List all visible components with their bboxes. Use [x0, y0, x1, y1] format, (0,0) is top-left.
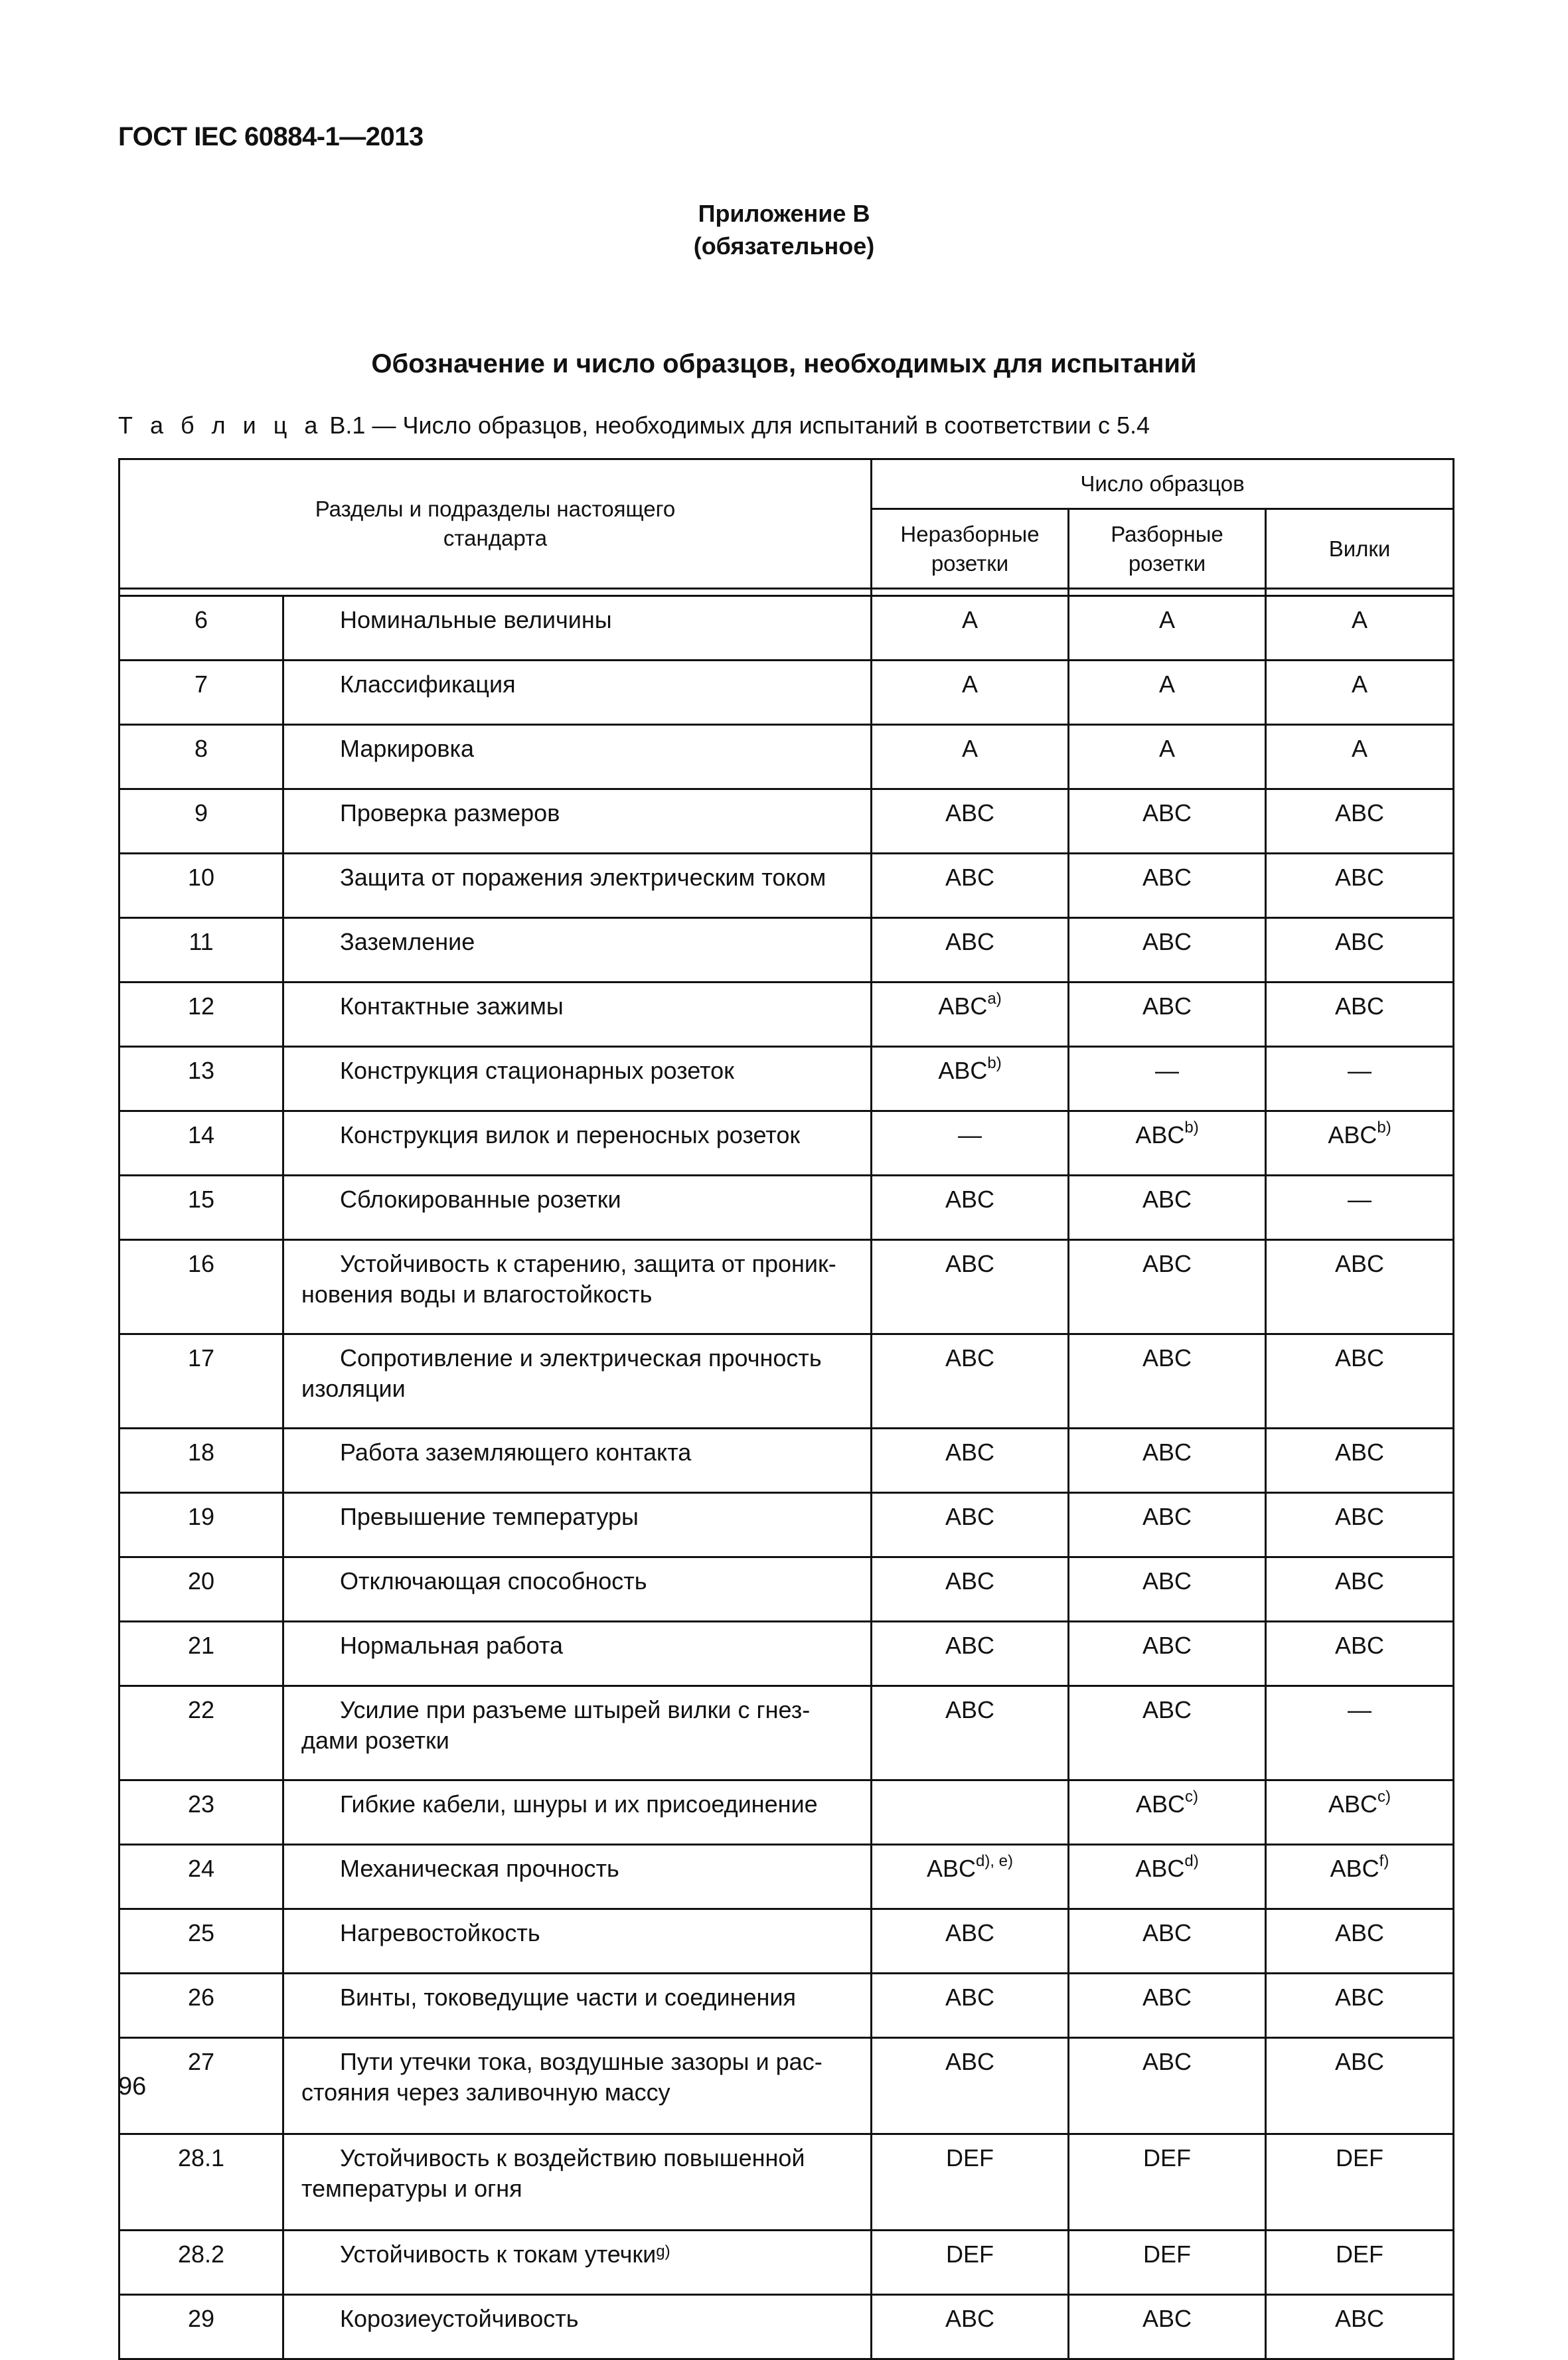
sample-designation: ABC: [1330, 1855, 1379, 1882]
sample-designation: DEF: [946, 2144, 994, 2171]
table-row: [119, 1111, 1454, 1176]
header-plugs: Вилки: [1266, 509, 1454, 589]
section-title-text: Заземление: [340, 928, 475, 955]
sample-designation: ABC: [1142, 928, 1192, 955]
table-row: [119, 725, 1454, 789]
value-plugs: [1266, 1111, 1454, 1176]
value-non-rewirable: [872, 1845, 1069, 1909]
section-number: 16: [119, 1240, 283, 1334]
value-rewirable: [1069, 983, 1266, 1047]
separator-cell: [872, 589, 1069, 596]
table-row: [119, 1557, 1454, 1622]
value-rewirable: [1069, 1909, 1266, 1974]
value-plugs: [1266, 1493, 1454, 1557]
section-title-line-1: Устойчивость к воздействию повышенной: [340, 2144, 805, 2171]
section-number: 11: [119, 918, 283, 983]
sample-designation: —: [1348, 1057, 1372, 1084]
value-non-rewirable: [872, 2038, 1069, 2134]
value-rewirable: [1069, 596, 1266, 661]
table-row: [119, 789, 1454, 854]
value-plugs: [1266, 1557, 1454, 1622]
section-number: 25: [119, 1909, 283, 1974]
section-title: [283, 1845, 872, 1909]
sample-designation: ABC: [945, 2305, 995, 2332]
section-title-line-2: температуры и огня: [301, 2175, 522, 2202]
value-non-rewirable: [872, 1686, 1069, 1780]
footnote-ref: c): [1377, 1788, 1391, 1806]
section-title-text: Работа заземляющего контакта: [340, 1439, 692, 1466]
section-number: 7: [119, 661, 283, 725]
section-title-line-2: новения воды и влагостойкость: [301, 1281, 653, 1308]
value-non-rewirable: [872, 983, 1069, 1047]
sample-designation: A: [961, 735, 978, 762]
sample-designation: ABC: [1334, 1632, 1385, 1659]
sample-designation: ABC: [1142, 2305, 1192, 2332]
table-row: [119, 661, 1454, 725]
section-title: [283, 1334, 872, 1429]
section-number: 20: [119, 1557, 283, 1622]
page-number: 96: [118, 2073, 147, 2100]
section-title: [283, 854, 872, 918]
section-number: 15: [119, 1176, 283, 1240]
value-non-rewirable: [872, 918, 1069, 983]
value-rewirable: [1069, 1047, 1266, 1111]
section-title: [283, 2038, 872, 2134]
footnote-ref: g): [656, 2242, 670, 2260]
sample-designation: A: [1351, 735, 1368, 762]
table-row: [119, 1176, 1454, 1240]
table-row: [119, 1047, 1454, 1111]
table-row: [119, 1493, 1454, 1557]
section-title: [283, 1176, 872, 1240]
section-title-text: Превышение температуры: [340, 1503, 639, 1530]
table-row: [119, 918, 1454, 983]
sample-designation: ABC: [1135, 1855, 1185, 1882]
footnote-ref: f): [1379, 1852, 1389, 1870]
sample-designation: ABC: [938, 992, 988, 1020]
table-row: [119, 1974, 1454, 2038]
sample-designation: ABC: [1334, 1919, 1385, 1946]
sample-designation: ABC: [926, 1855, 976, 1882]
sample-designation: ABC: [945, 1503, 995, 1530]
sample-designation: ABC: [945, 1344, 995, 1372]
sample-designation: A: [1158, 606, 1175, 633]
sample-designation: ABC: [945, 864, 995, 891]
sample-designation: ABC: [1334, 2048, 1385, 2075]
footnote-ref: b): [987, 1054, 1002, 1072]
value-non-rewirable: [872, 854, 1069, 918]
table-row: [119, 596, 1454, 661]
value-rewirable: [1069, 918, 1266, 983]
table-body: [119, 596, 1454, 2359]
sample-designation: DEF: [946, 2241, 994, 2268]
section-title: [283, 918, 872, 983]
value-non-rewirable: [872, 2231, 1069, 2295]
main-title: Обозначение и число образцов, необходимых для испытаний: [371, 349, 1197, 378]
sample-designation: ABC: [1334, 1439, 1385, 1466]
sample-designation: ABC: [945, 1186, 995, 1213]
value-rewirable: [1069, 1493, 1266, 1557]
value-non-rewirable: [872, 2295, 1069, 2359]
value-non-rewirable: [872, 1493, 1069, 1557]
section-title-text: Проверка размеров: [340, 799, 560, 826]
sample-designation: ABC: [1135, 1790, 1186, 1818]
sample-designation: ABC: [938, 1057, 988, 1084]
header-rewirable-sockets: [1069, 509, 1266, 589]
section-title: [283, 1780, 872, 1845]
section-number: 13: [119, 1047, 283, 1111]
value-rewirable: [1069, 1780, 1266, 1845]
section-title-text: Отключающая способность: [340, 1567, 647, 1595]
value-rewirable: [1069, 2134, 1266, 2231]
footnote-ref: d), e): [976, 1852, 1014, 1870]
value-rewirable: [1069, 1334, 1266, 1429]
value-non-rewirable: [872, 1334, 1069, 1429]
section-title-text: Винты, токоведущие части и соединения: [340, 1984, 797, 2011]
value-non-rewirable: [872, 1176, 1069, 1240]
sample-designation: ABC: [1142, 1439, 1192, 1466]
value-rewirable: [1069, 1974, 1266, 2038]
section-title-line-2: дами розетки: [301, 1727, 449, 1754]
document-code: ГОСТ IEC 60884-1—2013: [118, 122, 424, 151]
value-non-rewirable: [872, 1240, 1069, 1334]
table-caption: [118, 412, 1150, 439]
value-plugs: [1266, 1176, 1454, 1240]
value-plugs: [1266, 918, 1454, 983]
value-non-rewirable: [872, 1780, 1069, 1845]
value-non-rewirable: [872, 661, 1069, 725]
table-row: [119, 1429, 1454, 1493]
table-row: [119, 2038, 1454, 2134]
value-non-rewirable: [872, 1557, 1069, 1622]
value-rewirable: [1069, 2038, 1266, 2134]
sample-designation: A: [1158, 735, 1175, 762]
sample-designation: ABC: [1142, 1632, 1192, 1659]
header-col-1-text: Неразборные розетки: [900, 521, 1040, 576]
value-plugs: [1266, 2231, 1454, 2295]
value-rewirable: [1069, 1176, 1266, 1240]
separator-cell: [1266, 589, 1454, 596]
value-plugs: [1266, 661, 1454, 725]
section-title: [283, 1111, 872, 1176]
sample-designation: ABC: [945, 2048, 995, 2075]
section-title-line-1: Усилие при разъеме штырей вилки с гнез-: [340, 1696, 811, 1723]
sample-designation: ABC: [945, 928, 995, 955]
sample-designation: ABC: [1334, 864, 1385, 891]
section-title-line-2: изоляции: [301, 1375, 406, 1402]
value-non-rewirable: [872, 596, 1069, 661]
table-row: [119, 1240, 1454, 1334]
section-title: [283, 1686, 872, 1780]
value-non-rewirable: [872, 1974, 1069, 2038]
section-title-text: Номинальные величины: [340, 606, 612, 633]
sample-designation: ABC: [1142, 1567, 1192, 1595]
table-row: [119, 854, 1454, 918]
section-number: 28.1: [119, 2134, 283, 2231]
sample-designation: ABC: [1135, 1121, 1185, 1148]
section-title-line-2: стояния через заливочную массу: [301, 2079, 670, 2106]
section-number: 17: [119, 1334, 283, 1429]
section-title: [283, 1557, 872, 1622]
sample-designation: DEF: [1143, 2241, 1191, 2268]
value-plugs: [1266, 2134, 1454, 2231]
sample-designation: ABC: [1334, 1567, 1385, 1595]
value-rewirable: [1069, 1240, 1266, 1334]
sample-designation: —: [958, 1121, 982, 1148]
annex-title: Приложение В: [698, 200, 870, 227]
table-row: [119, 1845, 1454, 1909]
table-row: [119, 1909, 1454, 1974]
sample-designation: A: [1351, 606, 1368, 633]
value-rewirable: [1069, 1557, 1266, 1622]
sample-designation: ABC: [945, 799, 995, 826]
header-non-rewirable-sockets: [872, 509, 1069, 589]
section-number: 26: [119, 1974, 283, 2038]
section-number: 6: [119, 596, 283, 661]
section-title: [283, 1240, 872, 1334]
value-rewirable: [1069, 661, 1266, 725]
value-plugs: [1266, 1909, 1454, 1974]
sample-designation: ABC: [945, 1919, 995, 1946]
value-non-rewirable: [872, 725, 1069, 789]
sample-designation: ABC: [1328, 1121, 1377, 1148]
value-plugs: [1266, 596, 1454, 661]
footnote-ref: a): [987, 990, 1002, 1008]
table-row: [119, 1686, 1454, 1780]
sample-designation: —: [1155, 1057, 1179, 1084]
value-non-rewirable: [872, 1622, 1069, 1686]
section-number: 29: [119, 2295, 283, 2359]
section-title-text: Гибкие кабели, шнуры и их присоединение: [340, 1790, 818, 1818]
sample-designation: A: [961, 670, 978, 698]
sample-designation: —: [1348, 1696, 1372, 1723]
sample-designation: ABC: [1142, 992, 1192, 1020]
sample-designation: ABC: [1334, 1984, 1385, 2011]
sample-designation: ABC: [1142, 2048, 1192, 2075]
section-title-text: Защита от поражения электрическим током: [340, 864, 826, 891]
section-number: 8: [119, 725, 283, 789]
sample-designation: ABC: [945, 1984, 995, 2011]
sample-designation: ABC: [1334, 928, 1385, 955]
table-caption-text: В.1 — Число образцов, необходимых для испытаний в соответствии с 5.4: [329, 412, 1150, 439]
value-rewirable: [1069, 1686, 1266, 1780]
section-title-text: Устойчивость к токам утечки: [340, 2241, 657, 2268]
section-title-text: Корозиеустойчивость: [340, 2305, 579, 2332]
value-plugs: [1266, 1622, 1454, 1686]
section-title-text: Классификация: [340, 670, 516, 698]
table-row: [119, 2134, 1454, 2231]
footnote-ref: d): [1184, 1852, 1199, 1870]
sample-designation: ABC: [1142, 799, 1192, 826]
value-plugs: [1266, 1780, 1454, 1845]
section-title-text: Маркировка: [340, 735, 475, 762]
value-rewirable: [1069, 1429, 1266, 1493]
section-title: [283, 661, 872, 725]
sample-designation: ABC: [945, 1439, 995, 1466]
table-header: [119, 459, 1454, 596]
section-title: [283, 596, 872, 661]
section-title: [283, 1974, 872, 2038]
table-row: [119, 983, 1454, 1047]
section-number: 12: [119, 983, 283, 1047]
section-number: 21: [119, 1622, 283, 1686]
section-number: 9: [119, 789, 283, 854]
sample-designation: ABC: [1334, 1503, 1385, 1530]
section-title: [283, 1622, 872, 1686]
sample-designation: ABC: [1334, 1344, 1385, 1372]
value-rewirable: [1069, 789, 1266, 854]
table-row: [119, 1622, 1454, 1686]
value-non-rewirable: [872, 1429, 1069, 1493]
footnote-ref: b): [1377, 1119, 1391, 1137]
value-non-rewirable: [872, 1909, 1069, 1974]
section-title-text: Механическая прочность: [340, 1855, 619, 1882]
header-sections: [119, 459, 872, 589]
section-title-line-1: Пути утечки тока, воздушные зазоры и рас-: [340, 2048, 823, 2075]
footnote-ref: c): [1185, 1788, 1199, 1806]
value-non-rewirable: [872, 1111, 1069, 1176]
sample-designation: ABC: [945, 1696, 995, 1723]
section-title: [283, 1429, 872, 1493]
section-number: 28.2: [119, 2231, 283, 2295]
value-non-rewirable: [872, 789, 1069, 854]
section-title-text: Сблокированные розетки: [340, 1186, 621, 1213]
sample-designation: ABC: [1334, 1250, 1385, 1277]
section-title: [283, 789, 872, 854]
header-sections-text: Разделы и подразделы настоящего стандарта: [315, 497, 676, 550]
section-title-text: Конструкция стационарных розеток: [340, 1057, 734, 1084]
sample-designation: DEF: [1336, 2144, 1383, 2171]
value-plugs: [1266, 1845, 1454, 1909]
sample-designation: ABC: [1142, 1186, 1192, 1213]
header-sample-count: Число образцов: [872, 459, 1454, 509]
value-rewirable: [1069, 725, 1266, 789]
value-rewirable: [1069, 1111, 1266, 1176]
value-plugs: [1266, 725, 1454, 789]
value-rewirable: [1069, 1622, 1266, 1686]
value-plugs: [1266, 1686, 1454, 1780]
sample-designation: ABC: [945, 1250, 995, 1277]
value-rewirable: [1069, 2231, 1266, 2295]
table-row: [119, 2231, 1454, 2295]
header-col-2-text: Разборные розетки: [1111, 521, 1223, 576]
value-non-rewirable: [872, 1047, 1069, 1111]
sample-designation: A: [961, 606, 978, 633]
sample-designation: ABC: [945, 1632, 995, 1659]
section-title-text: Конструкция вилок и переносных розеток: [340, 1121, 801, 1148]
sample-designation: A: [1351, 670, 1368, 698]
value-plugs: [1266, 854, 1454, 918]
section-title-line-1: Устойчивость к старению, защита от проник-: [340, 1250, 836, 1277]
sample-designation: ABC: [1334, 2305, 1385, 2332]
value-plugs: [1266, 983, 1454, 1047]
sample-designation: —: [1348, 1186, 1372, 1213]
value-non-rewirable: [872, 2134, 1069, 2231]
sample-designation: ABC: [1142, 1250, 1192, 1277]
sample-designation: ABC: [1142, 1344, 1192, 1372]
section-title: [283, 1047, 872, 1111]
sample-designation: ABC: [1142, 1503, 1192, 1530]
sample-designation: ABC: [1334, 992, 1385, 1020]
sample-designation: ABC: [945, 1567, 995, 1595]
sample-designation: ABC: [1142, 1919, 1192, 1946]
section-number: 23: [119, 1780, 283, 1845]
section-number: 22: [119, 1686, 283, 1780]
section-title-text: Нормальная работа: [340, 1632, 563, 1659]
section-number: 19: [119, 1493, 283, 1557]
value-plugs: [1266, 789, 1454, 854]
value-plugs: [1266, 1334, 1454, 1429]
section-number: 18: [119, 1429, 283, 1493]
sample-designation: ABC: [1334, 799, 1385, 826]
separator-cell: [119, 589, 872, 596]
table-row: [119, 1334, 1454, 1429]
sample-designation: ABC: [1142, 1984, 1192, 2011]
sample-designation: ABC: [1142, 1696, 1192, 1723]
value-rewirable: [1069, 1845, 1266, 1909]
section-number: 10: [119, 854, 283, 918]
sample-designation: A: [1158, 670, 1175, 698]
value-plugs: [1266, 2038, 1454, 2134]
section-title-line-1: Сопротивление и электрическая прочность: [340, 1344, 822, 1372]
section-title: [283, 2134, 872, 2231]
section-title: [283, 983, 872, 1047]
table-caption-label: Т а б л и ц а: [118, 412, 323, 439]
sample-designation: ABC: [1142, 864, 1192, 891]
sample-designation: ABC: [1328, 1790, 1378, 1818]
value-plugs: [1266, 1429, 1454, 1493]
section-title: [283, 1909, 872, 1974]
table-row: [119, 1780, 1454, 1845]
value-plugs: [1266, 1974, 1454, 2038]
section-title-text: Нагревостойкость: [340, 1919, 540, 1946]
section-title: [283, 2231, 872, 2295]
section-title-text: Контактные зажимы: [340, 992, 564, 1020]
header-separator: [119, 589, 1454, 596]
value-plugs: [1266, 1240, 1454, 1334]
value-rewirable: [1069, 854, 1266, 918]
value-plugs: [1266, 2295, 1454, 2359]
table-row: [119, 2295, 1454, 2359]
section-title: [283, 1493, 872, 1557]
separator-cell: [1069, 589, 1266, 596]
sample-designation: DEF: [1143, 2144, 1191, 2171]
samples-table: [118, 458, 1454, 2360]
value-plugs: [1266, 1047, 1454, 1111]
section-title: [283, 725, 872, 789]
section-number: 14: [119, 1111, 283, 1176]
footnote-ref: b): [1184, 1119, 1199, 1137]
section-title: [283, 2295, 872, 2359]
annex-status: (обязательное): [693, 232, 875, 260]
section-number: 27: [119, 2038, 283, 2134]
section-number: 24: [119, 1845, 283, 1909]
value-rewirable: [1069, 2295, 1266, 2359]
sample-designation: DEF: [1336, 2241, 1383, 2268]
